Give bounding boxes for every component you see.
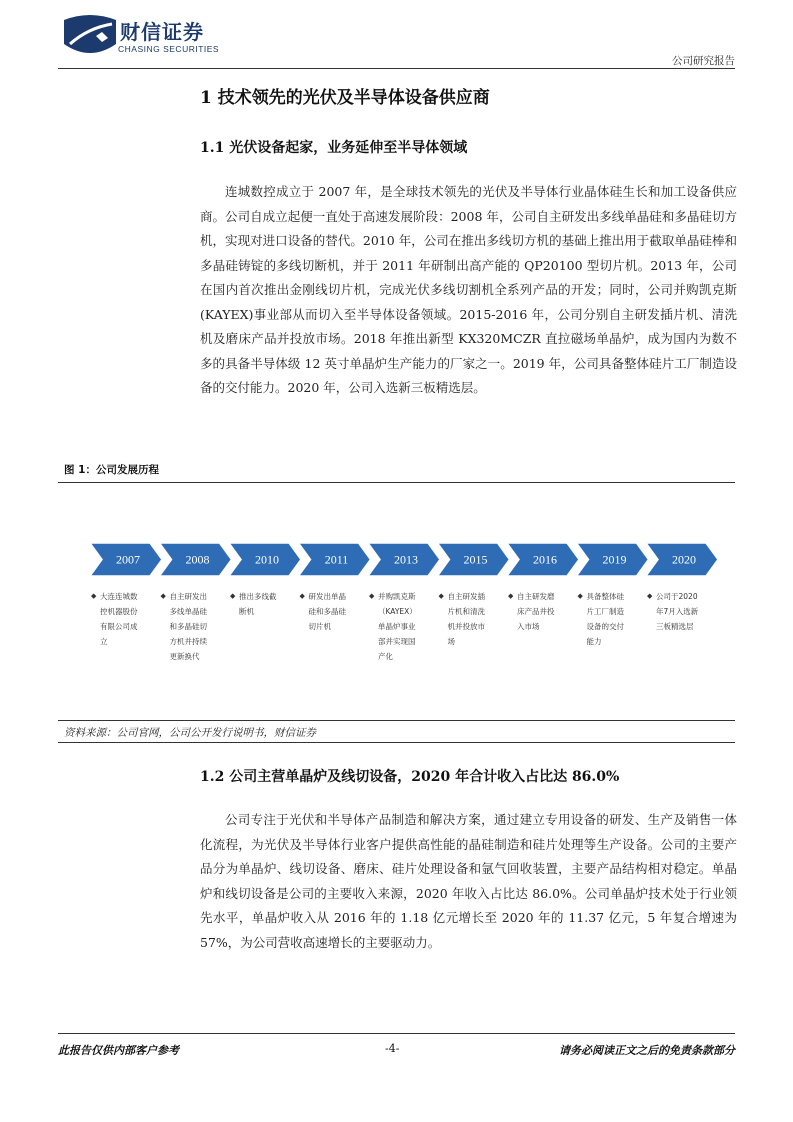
timeline-event-2013 [369, 589, 444, 664]
diamond-bullet-icon: ◆ [160, 592, 166, 600]
header-divider [58, 68, 735, 69]
timeline-event-text: 自主研发出 多线单晶硅 和多晶硅切 方机并持续 更新换代 [169, 592, 207, 661]
timeline-year-2008: 2008 [185, 552, 210, 567]
timeline-year-2015: 2015 [463, 552, 488, 567]
timeline-year-2016: 2016 [533, 552, 557, 567]
timeline-event-text: 研发出单晶 硅和多晶硅 切片机 [308, 592, 346, 631]
timeline-event-2015 [438, 589, 514, 649]
timeline-year-2011: 2011 [324, 552, 349, 567]
footer-divider [58, 1033, 735, 1034]
figure-1-title: 图 1：公司发展历程 [64, 464, 159, 476]
section-1-heading: 1 技术领先的光伏及半导体设备供应商 [200, 88, 490, 108]
section-1-2-heading: 1.2 公司主营单晶炉及线切设备，2020 年合计收入占比达 86.0% [200, 769, 620, 785]
timeline-event-2016 [508, 589, 583, 634]
timeline-event-text: 大连连城数 控机器股份 有限公司成 立 [100, 592, 138, 646]
timeline-year-2010: 2010 [255, 552, 279, 567]
timeline-year-2007: 2007 [116, 552, 140, 567]
timeline-figure [58, 483, 739, 720]
logo-emblem-icon [62, 14, 118, 60]
section-1-1-paragraph: 连城数控成立于 2007 年，是全球技术领先的光伏及半导体行业晶体硅生长和加工设备供应商。公司自成立起便一直处于高速发展阶段：2008 年，公司自主研发出多线单晶硅和多晶硅切方机，实现对进口设备的替代。2010 年，公司在推出多线切方机的基础上推出用于截取单晶硅棒和多晶硅铸锭的多线切断机，并于 2011 年研制出高产能的 QP20100 型切片机。2013 年，公司在国内首次推出金刚线切片机，完成光伏多线切割机全系列产品的开发；同时，公司并购凯克斯(KAYEX)事业部从而切入至半导体设备领域。2015-2016 年，公司分别自主研发插片机、清洗机及磨床产品并投放市场。2018 年推出新型 KX320MCZR 直拉磁场单晶炉，成为国内为数不多的具备半导体级 12 英寸单晶炉生产能力的厂家之一。2019 年，公司具备整体硅片工厂制造设备的交付能力。2020 年，公司入选新三板精选层。 [200, 184, 737, 395]
figure-1-source: 资料来源：公司官网，公司公开发行说明书，财信证券 [64, 727, 316, 739]
timeline-event-text: 具备整体硅 片工厂制造 设备的交付 能力 [586, 592, 624, 646]
figure-bottom-rule [58, 720, 735, 721]
timeline-event-2011 [299, 589, 375, 634]
diamond-bullet-icon: ◆ [577, 592, 583, 600]
timeline-event-2010 [230, 589, 305, 619]
diamond-bullet-icon: ◆ [438, 592, 444, 600]
timeline-year-2020: 2020 [672, 552, 696, 567]
diamond-bullet-icon: ◆ [91, 592, 97, 600]
timeline-event-text: 并购凯克斯 （KAYEX） 单晶炉事业 部并实现国 产化 [378, 592, 417, 661]
diamond-bullet-icon: ◆ [508, 592, 514, 600]
timeline-event-text: 公司于2020 年7月入选新 三板精选层 [656, 592, 699, 631]
logo-chinese-name: 财信证券 [120, 20, 204, 44]
section-1-1-heading: 1.1 光伏设备起家，业务延伸至半导体领域 [200, 140, 468, 156]
source-divider [58, 742, 735, 743]
timeline-event-2007 [91, 589, 166, 649]
timeline-event-text: 自主研发插 片机和清洗 机并投放市 场 [447, 592, 485, 646]
section-1-2-paragraph: 公司专注于光伏和半导体产品制造和解决方案，通过建立专用设备的研发、生产及销售一体化流程，为光伏及半导体行业客户提供高性能的晶硅制造和硅片处理等生产设备。公司的主要产品分为单晶炉、线切设备、磨床、硅片处理设备和氩气回收装置，主要产品结构相对稳定。单晶炉和线切设备是公司的主要收入来源，2020 年收入占比达 86.0%。公司单晶炉技术处于行业领先水平，单晶炉收入从 2016 年的 1.18 亿元增长至 2020 年的 11.37 亿元，5 年复合增速为 57%，为公司营收高速增长的主要驱动力。 [200, 812, 737, 950]
timeline-event-text: 自主研发磨 床产品并投 入市场 [517, 592, 555, 631]
diamond-bullet-icon: ◆ [230, 592, 236, 600]
document-type: 公司研究报告 [672, 55, 735, 67]
diamond-bullet-icon: ◆ [369, 592, 375, 600]
diamond-bullet-icon: ◆ [647, 592, 653, 600]
timeline-event-2019 [577, 589, 653, 649]
timeline-year-2019: 2019 [602, 552, 627, 567]
timeline-event-2008 [160, 589, 236, 664]
timeline-event-text: 推出多线截 断机 [239, 592, 277, 616]
diamond-bullet-icon: ◆ [299, 592, 305, 600]
timeline-event-2020 [647, 589, 722, 634]
footer-disclaimer-left: 此报告仅供内部客户参考 [58, 1044, 179, 1057]
page-number: -4- [385, 1042, 400, 1055]
logo-english-name: CHASING SECURITIES [118, 44, 220, 54]
footer-disclaimer-right: 请务必阅读正文之后的免责条款部分 [559, 1044, 735, 1057]
timeline-year-2013: 2013 [394, 552, 418, 567]
